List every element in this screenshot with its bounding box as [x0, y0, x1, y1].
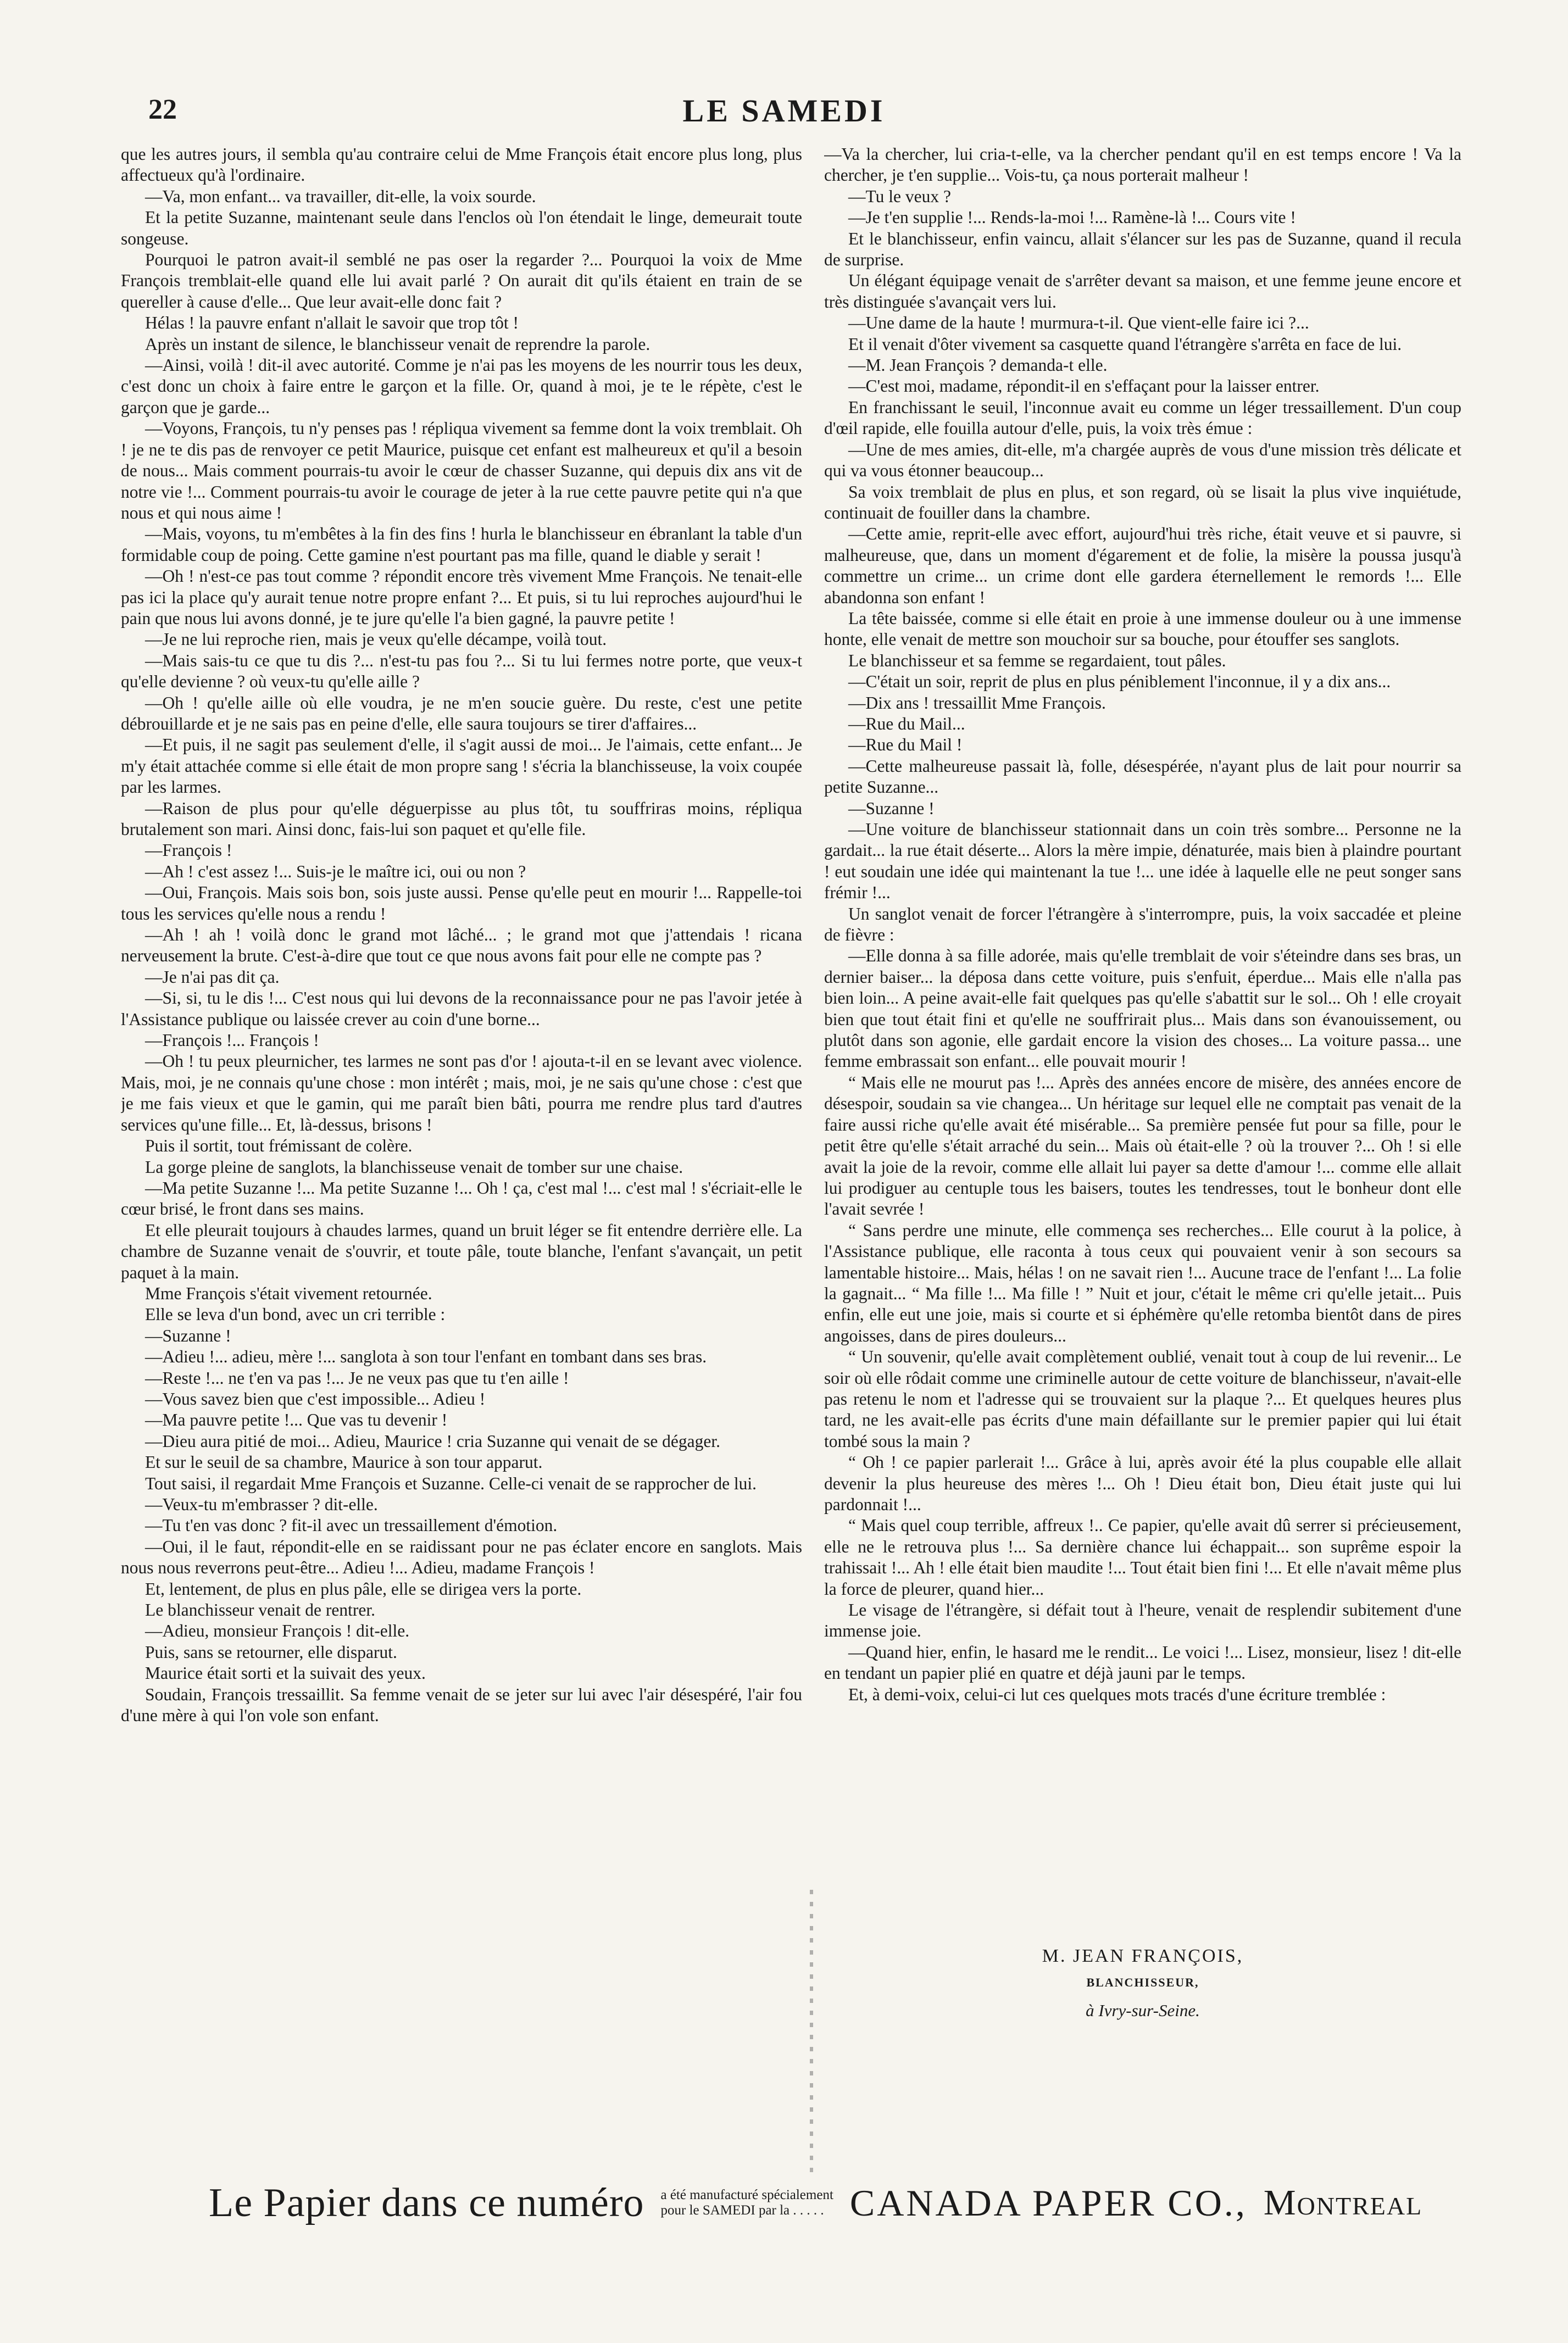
- paragraph: Et le blanchisseur, enfin vaincu, allait s'élancer sur les pas de Suzanne, quand il recula de surprise.: [824, 229, 1461, 270]
- paragraph: Tout saisi, il regardait Mme François et Suzanne. Celle-ci venait de se rapprocher de lui.: [145, 1473, 757, 1493]
- paragraph: Mme François s'était vivement retournée.: [145, 1283, 432, 1303]
- paragraph: Soudain, François tressaillit. Sa femme venait de se jeter sur lui avec l'air désespéré, l'air fou d'une mère à qui l'on vole son enfant.: [121, 1684, 802, 1726]
- paragraph: —François !... François !: [145, 1031, 319, 1050]
- paragraph: —Si, si, tu le dis !... C'est nous qui lui devons de la reconnaissance pour ne pas l'avoir jetée à l'Assistance publique ou laissée crever au coin d'une borne...: [121, 988, 802, 1029]
- paragraph: Le visage de l'étrangère, si défait tout à l'heure, venait de resplendir subitement d'une immense joie.: [824, 1600, 1461, 1641]
- paragraph: —Dieu aura pitié de moi... Adieu, Maurice ! cria Suzanne qui venait de se dégager.: [145, 1431, 721, 1451]
- paragraph: Puis, sans se retourner, elle disparut.: [145, 1642, 397, 1662]
- paragraph: —C'était un soir, reprit de plus en plus péniblement l'inconnue, il y a dix ans...: [848, 672, 1391, 692]
- paragraph: —Veux-tu m'embrasser ? dit-elle.: [145, 1495, 378, 1514]
- paragraph: —Cette malheureuse passait là, folle, désespérée, n'ayant plus de lait pour nourrir sa petite Suzanne...: [824, 756, 1461, 797]
- paragraph: Puis il sortit, tout frémissant de colère.: [145, 1136, 413, 1156]
- paragraph: Sa voix tremblait de plus en plus, et son regard, où se lisait la plus vive inquiétude, continuait de fouiller dans la chambre.: [824, 482, 1461, 522]
- paragraph: —Adieu, monsieur François ! dit-elle.: [145, 1621, 410, 1641]
- left-column: [121, 144, 802, 2144]
- paragraph: —Oh ! n'est-ce pas tout comme ? répondit encore très vivement Mme François. Ne tenait-elle pas ici la place qu'y aurait tenue notre propre enfant ?... Et puis, si tu lui reproches aujourd'hui le pain que nous lui avons donné, je te jure qu'elle l'a bien gagné, la pauvre petite !: [121, 566, 802, 628]
- paragraph: La tête baissée, comme si elle était en proie à une immense douleur ou à une immense honte, elle venait de mettre son mouchoir sur sa bouche, pour étouffer ses sanglots.: [824, 608, 1461, 649]
- column-divider: [810, 1890, 813, 2175]
- paragraph: “ Mais elle ne mourut pas !... Après des années encore de misère, des années encore de désespoir, soudain sa vie changea... Un héritage sur lequel elle ne comptait pas venait de la faire aussi riche qu'elle avait été misérable... Sa première pensée fut pour sa fille, pour le petit être qu'elle s'était arraché du sein... Mais où était-elle ? où la trouver ?... Oh ! si elle avait la joie de la revoir, comme elle allait lui payer sa dette d'amour !... comme elle allait lui prodiguer au centuple tous les baisers, toutes les tendresses, tout le bonheur dont elle l'avait sevrée !: [824, 1072, 1461, 1219]
- paragraph: Un sanglot venait de forcer l'étrangère à s'interrompre, puis, la voix saccadée et pleine de fièvre :: [824, 904, 1461, 945]
- signature-place: à Ivry-sur-Seine.: [1086, 2001, 1200, 2020]
- paragraph: —Reste !... ne t'en va pas !... Je ne veux pas que tu t'en aille !: [145, 1368, 569, 1388]
- paragraph: —Et puis, il ne sagit pas seulement d'elle, il s'agit aussi de moi... Je l'aimais, cette enfant... Je m'y était attachée comme si elle était de mon propre sang ! s'écria la blanchisseuse, la voix coupée par les larmes.: [121, 735, 802, 797]
- paragraph: —Quand hier, enfin, le hasard me le rendit... Le voici !... Lisez, monsieur, lisez ! dit-elle en tendant un papier plié en quatre et déjà jauni par le temps.: [824, 1642, 1461, 1683]
- paragraph: —Suzanne !: [145, 1326, 231, 1345]
- paragraph: —Je n'ai pas dit ça.: [145, 967, 280, 987]
- paragraph: —Rue du Mail...: [848, 714, 965, 733]
- paragraph: —Tu t'en vas donc ? fit-il avec un tressaillement d'émotion.: [145, 1516, 558, 1535]
- paragraph: Et, à demi-voix, celui-ci lut ces quelques mots tracés d'une écriture tremblée :: [848, 1684, 1386, 1704]
- paragraph: —Cette amie, reprit-elle avec effort, aujourd'hui très riche, était veuve et si pauvre, si malheureuse, que, dans un moment d'égarement et de folie, la misère la poussa jusqu'à commettre un crime... un crime dont elle gardera éternellement le remords !... Elle abandonna son enfant !: [824, 524, 1461, 607]
- paragraph: Et elle pleurait toujours à chaudes larmes, quand un bruit léger se fit entendre derrière elle. La chambre de Suzanne venait de s'ouvrir, et toute pâle, toute blanche, l'enfant s'avançait, un petit paquet à la main.: [121, 1220, 802, 1282]
- paragraph: —Oui, il le faut, répondit-elle en se raidissant pour ne pas éclater encore en sanglots. Mais nous nous reverrons peut-être... Adieu !... Adieu, madame François !: [121, 1537, 802, 1578]
- paragraph: —Oh ! tu peux pleurnicher, tes larmes ne sont pas d'or ! ajouta-t-il en se levant avec violence. Mais, moi, je ne connais qu'une chose : mon intérêt ; mais, moi, je ne sais qu'une chose : c'est que je me fais vieux et que le gamin, qui me paraît bien bâti, pourra me rendre plus tard d'autres services qu'une fille... Et, là-dessus, brisons !: [121, 1051, 802, 1134]
- paragraph: Après un instant de silence, le blanchisseur venait de reprendre la parole.: [145, 334, 650, 354]
- paragraph: Le blanchisseur venait de rentrer.: [145, 1600, 375, 1620]
- paragraph: —Adieu !... adieu, mère !... sanglota à son tour l'enfant en tombant dans ses bras.: [145, 1347, 707, 1367]
- footer-advertisement: [209, 2173, 1469, 2233]
- paragraph: —Rue du Mail !: [848, 735, 963, 755]
- paragraph: —Je ne lui reproche rien, mais je veux qu'elle décampe, voilà tout.: [145, 630, 607, 649]
- paragraph: Et sur le seuil de sa chambre, Maurice à son tour apparut.: [145, 1452, 543, 1472]
- paragraph: —Mais sais-tu ce que tu dis ?... n'est-tu pas fou ?... Si tu lui fermes notre porte, que veux-t qu'elle devienne ? où veux-tu qu'elle aille ?: [121, 650, 802, 692]
- paragraph: —Ah ! c'est assez !... Suis-je le maître ici, oui ou non ?: [145, 861, 526, 881]
- paragraph: Et, lentement, de plus en plus pâle, elle se dirigea vers la porte.: [145, 1579, 582, 1599]
- paragraph: Et la petite Suzanne, maintenant seule dans l'enclos où l'on étendait le linge, demeurait toute songeuse.: [121, 208, 802, 248]
- paragraph: Un élégant équipage venait de s'arrêter devant sa maison, et une femme jeune encore et très distinguée s'avançait vers lui.: [824, 271, 1461, 311]
- paragraph: —Elle donna à sa fille adorée, mais qu'elle tremblait de voir s'éteindre dans ses bras, un dernier baiser... la déposa dans cette voiture, puis s'enfuit, éperdue... Mais elle n'alla pas bien loin... A peine avait-elle fait quelques pas qu'elle s'abattit sur le sol... Oh ! elle croyait bien que tout était fini et qu'elle ne souffrirait plus... Mais dans son évanouissement, ou plutôt dans son agonie, elle gardait encore la vision des choses... La voiture passa... une femme embrassait son enfant... elle pouvait mourir !: [824, 946, 1461, 1071]
- footer-paper-note: Le Papier dans ce numéro: [209, 2180, 644, 2225]
- footer-company-name: CANADA PAPER CO.,: [849, 2181, 1247, 2224]
- paragraph: —Ainsi, voilà ! dit-il avec autorité. Comme je n'ai pas les moyens de les nourrir tous les deux, c'est donc un choix à faire entre le garçon et la fille. Or, quand à moi, je te le répète, c'est le garçon que je garde...: [121, 355, 802, 417]
- paragraph: —Voyons, François, tu n'y penses pas ! répliqua vivement sa femme dont la voix tremblait. Oh ! je ne te dis pas de renvoyer ce petit Maurice, puisque cet enfant est malheureux et qu'il a besoin de nous... Mais comment pourrais-tu avoir le cœur de chasser Suzanne, qui depuis dix ans vit de notre vie !... Comment pourrais-tu avoir le courage de jeter à la rue cette pauvre petite qui n'a que nous et qui nous aime !: [121, 419, 802, 522]
- paragraph: —Mais, voyons, tu m'embêtes à la fin des fins ! hurla le blanchisseur en ébranlant la table d'un formidable coup de poing. Cette gamine n'est pourtant pas ma fille, quand le diable y serait !: [121, 524, 802, 565]
- paragraph: Pourquoi le patron avait-il semblé ne pas oser la regarder ?... Pourquoi la voix de Mme François tremblait-elle quand elle lui avait parlé ? On aurait dit qu'ils étaient en train de se quereller à cause d'elle... Que leur avait-elle donc fait ?: [121, 250, 802, 311]
- paragraph: Hélas ! la pauvre enfant n'allait le savoir que trop tôt !: [145, 313, 519, 333]
- paragraph: —Raison de plus pour qu'elle déguerpisse au plus tôt, tu souffriras moins, répliqua brutalement son mari. Ainsi donc, fais-lui son paquet et qu'elle file.: [121, 798, 802, 839]
- paragraph: —François !: [145, 841, 232, 860]
- paragraph: —Suzanne !: [848, 798, 935, 818]
- paragraph: —Dix ans ! tressaillit Mme François.: [848, 693, 1106, 713]
- paragraph: —Ah ! ah ! voilà donc le grand mot lâché... ; le grand mot que j'attendais ! ricana nerveusement la brute. C'est-à-dire que tout ce que nous avons fait pour elle ne compte pas ?: [121, 925, 802, 966]
- paragraph: —Oui, François. Mais sois bon, sois juste aussi. Pense qu'elle peut en mourir !... Rappelle-toi tous les services qu'elle nous a rendu !: [121, 883, 802, 923]
- paragraph: La gorge pleine de sanglots, la blanchisseuse venait de tomber sur une chaise.: [145, 1157, 683, 1177]
- footer-manufactured-line-2: pour le SAMEDI par la . . . . .: [660, 2203, 824, 2218]
- paragraph: —Une dame de la haute ! murmura-t-il. Que vient-elle faire ici ?...: [848, 313, 1309, 333]
- paragraph: —Tu le veux ?: [848, 186, 951, 206]
- paragraph: —Une de mes amies, dit-elle, m'a chargée auprès de vous d'une mission très délicate et qui va vous étonner beaucoup...: [824, 439, 1461, 481]
- paragraph: “ Un souvenir, qu'elle avait complètement oublié, venait tout à coup de lui revenir... Le soir où elle rôdait comme une criminelle autour de cette voiture de blanchisseur, n'avait-elle pas retenu le nom et l'adresse qui se trouvaient sur la plaque ?... Et quelques heures plus tard, ne les avait-elle pas écrits d'une main défaillante sur le premier papier qui lui était tombé sous la main ?: [824, 1347, 1461, 1451]
- signature-name: M. JEAN FRANÇOIS,: [1042, 1946, 1244, 1966]
- paragraph: Et il venait d'ôter vivement sa casquette quand l'étrangère s'arrêta en face de lui.: [848, 334, 1402, 354]
- paragraph: —Oh ! qu'elle aille où elle voudra, je ne m'en soucie guère. Du reste, c'est une petite débrouillarde et je ne sais pas en peine d'elle, elle saura toujours se tirer d'affaires...: [121, 693, 802, 733]
- signature-trade: BLANCHISSEUR,: [1086, 1975, 1199, 1989]
- paragraph: —Va, mon enfant... va travailler, dit-elle, la voix sourde.: [145, 186, 536, 206]
- paragraph: que les autres jours, il sembla qu'au contraire celui de Mme François était encore plus long, plus affectueux qu'à l'ordinaire.: [121, 144, 802, 185]
- paragraph: “ Sans perdre une minute, elle commença ses recherches... Elle courut à la police, à l'Assistance publique, elle raconta à tous ceux qui pouvaient venir à son secours sa lamentable histoire... Mais, hélas ! on ne savait rien !... Aucune trace de l'enfant !... La folie la gagnait... “ Ma fille !... Ma fille ! ” Nuit et jour, c'était le même cri qu'elle jetait... Puis enfin, elle eut une joie, mais si courte et si éphémère qu'elle retomba bientôt dans de pires angoisses, dans de pires douleurs...: [824, 1220, 1461, 1345]
- paragraph: —Ma petite Suzanne !... Ma petite Suzanne !... Oh ! ça, c'est mal !... c'est mal ! s'écriait-elle le cœur brisé, le front dans ses mains.: [121, 1178, 802, 1219]
- paragraph: —Je t'en supplie !... Rends-la-moi !... Ramène-là !... Cours vite !: [848, 208, 1296, 227]
- page-number: 22: [148, 94, 177, 125]
- footer-city: Montreal: [1263, 2183, 1423, 2223]
- paragraph: En franchissant le seuil, l'inconnue avait eu comme un léger tressaillement. D'un coup d'œil rapide, elle fouilla autour d'elle, puis, la voix très émue :: [824, 397, 1461, 438]
- paragraph: —Vous savez bien que c'est impossible... Adieu !: [145, 1389, 486, 1409]
- paragraph: —Une voiture de blanchisseur stationnait dans un coin très sombre... Personne ne la gardait... la rue était déserte... Alors la mère impie, dénaturée, mais bien à plaindre pourtant ! eut soudain une idée qui maintenant la tue !... une idée à laquelle elle ne peut songer sans frémir !...: [824, 820, 1461, 903]
- paragraph: “ Mais quel coup terrible, affreux !.. Ce papier, qu'elle avait dû serrer si précieusement, elle ne le retrouva plus !... Sa dernière chance lui échappait... son suprême espoir la trahissait !... Ah ! elle était bien maudite !... Tout était bien fini !... Et elle n'avait même plus la force de pleurer, quand hier...: [824, 1516, 1461, 1599]
- footer-manufactured-line-1: a été manufacturé spécialement: [660, 2188, 833, 2202]
- footer-manufactured-note: [660, 2188, 833, 2218]
- paragraph: “ Oh ! ce papier parlerait !... Grâce à lui, après avoir été la plus coupable elle allait devenir la plus heureuse des mères !... Oh ! Dieu était bon, Dieu était juste qui lui pardonnait !...: [824, 1452, 1461, 1514]
- paragraph: —C'est moi, madame, répondit-il en s'effaçant pour la laisser entrer.: [848, 376, 1320, 396]
- journal-title: LE SAMEDI: [682, 93, 886, 129]
- paragraph: Elle se leva d'un bond, avec un cri terrible :: [145, 1305, 446, 1324]
- paragraph: Le blanchisseur et sa femme se regardaient, tout pâles.: [848, 650, 1226, 670]
- right-column: [824, 144, 1461, 2144]
- paragraph: —Va la chercher, lui cria-t-elle, va la chercher pendant qu'il en est temps encore ! Va la chercher, je t'en supplie... Vois-tu, ça nous porterait malheur !: [824, 144, 1461, 185]
- paragraph: —M. Jean François ? demanda-t elle.: [848, 355, 1108, 375]
- paragraph: Maurice était sorti et la suivait des yeux.: [145, 1663, 426, 1683]
- paragraph: —Ma pauvre petite !... Que vas tu devenir !: [145, 1410, 448, 1430]
